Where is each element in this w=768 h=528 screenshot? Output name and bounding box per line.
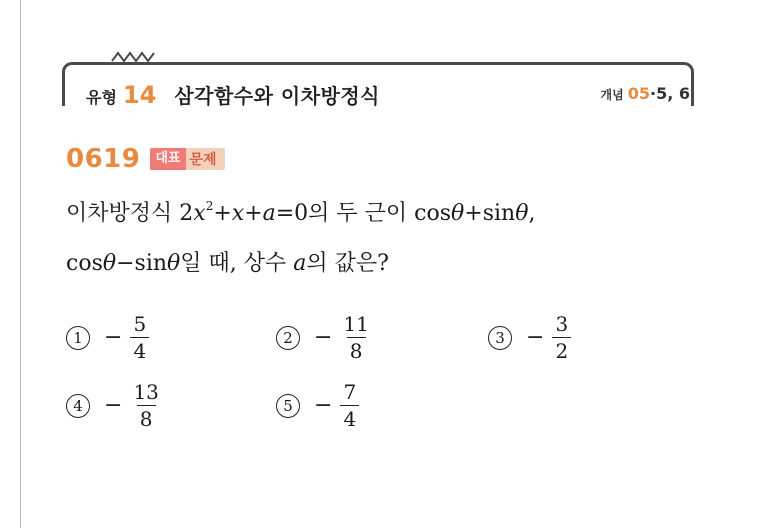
page-margin-line [20, 0, 21, 528]
stmt-theta: θ [102, 251, 117, 276]
stmt-text: =0의 두 근이 cos [275, 201, 452, 226]
stmt-var-x: x [193, 201, 206, 226]
choice-fraction [552, 314, 571, 361]
fraction-numerator: 7 [343, 380, 357, 404]
fraction-numerator: 3 [555, 312, 569, 336]
choice-marker: 5 [276, 394, 300, 418]
fraction-numerator: 5 [133, 312, 147, 336]
choice-sign: − [104, 393, 123, 418]
stmt-var-a: a [262, 201, 276, 226]
choice-5[interactable] [276, 382, 359, 429]
choice-fraction [340, 382, 359, 429]
choice-sign: − [104, 325, 123, 350]
stmt-theta: θ [167, 251, 181, 276]
problem-heading [66, 144, 225, 174]
badge-part-b: 문제 [189, 152, 217, 168]
concept-label: 개념 [600, 88, 624, 102]
fraction-denominator: 4 [340, 405, 359, 429]
concept-dot: · [650, 84, 657, 103]
fraction-numerator: 11 [343, 312, 369, 336]
type-number: 14 [122, 81, 157, 109]
fraction-numerator: 13 [133, 380, 159, 404]
problem-number: 0619 [66, 144, 141, 174]
choice-sign: − [526, 325, 545, 350]
stmt-op: + [213, 201, 232, 226]
concept-nums: 5, 6 [656, 84, 690, 103]
type-label: 유형 [86, 88, 117, 107]
section-header [86, 80, 380, 112]
representative-badge [150, 148, 224, 170]
concept-reference [601, 84, 690, 103]
stmt-text: 의 값은? [306, 251, 389, 276]
fraction-denominator: 4 [130, 337, 149, 361]
fraction-denominator: 2 [552, 337, 571, 361]
choice-fraction [340, 314, 371, 361]
stmt-coef: 2 [179, 201, 194, 226]
choice-fraction [130, 314, 149, 361]
stmt-op: + [244, 201, 263, 226]
choice-marker: 1 [66, 326, 90, 350]
stmt-var-x: x [231, 201, 245, 226]
choice-1[interactable] [66, 314, 149, 361]
stmt-text: cos [66, 251, 103, 276]
concept-ref: 05 [627, 84, 650, 103]
choice-sign: − [314, 393, 333, 418]
choice-2[interactable] [276, 314, 372, 361]
stmt-exponent: 2 [205, 199, 214, 213]
choice-sign: − [314, 325, 333, 350]
stmt-theta: θ [451, 201, 465, 226]
stmt-text: −sin [116, 251, 168, 276]
fraction-denominator: 8 [347, 337, 366, 361]
fraction-denominator: 8 [137, 405, 156, 429]
choice-marker: 2 [276, 326, 300, 350]
stmt-comma: , [528, 201, 536, 226]
choice-marker: 3 [488, 326, 512, 350]
choice-4[interactable] [66, 382, 162, 429]
choice-fraction [130, 382, 161, 429]
badge-part-a: 대표 [150, 148, 185, 170]
problem-statement-line-1 [66, 196, 535, 227]
stmt-var-a: a [293, 251, 307, 276]
stmt-text: 일 때, 상수 [180, 251, 294, 276]
problem-statement-line-2 [66, 246, 389, 277]
type-title: 삼각함수와 이차방정식 [174, 84, 380, 108]
stmt-text: +sin [464, 201, 516, 226]
stmt-theta: θ [515, 201, 529, 226]
choice-marker: 4 [66, 394, 90, 418]
stmt-text: 이차방정식 [66, 201, 180, 226]
choice-3[interactable] [488, 314, 571, 361]
